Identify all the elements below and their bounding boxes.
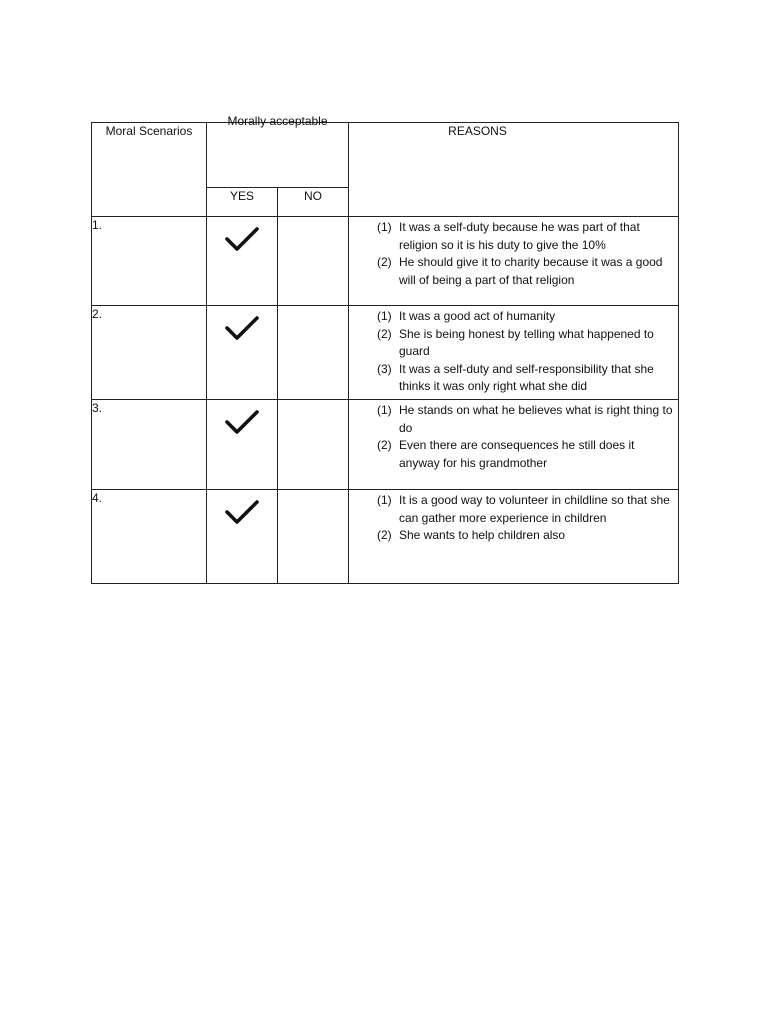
- yes-cell: [207, 306, 278, 400]
- table-row: [92, 400, 679, 490]
- scenario-number: 4.: [92, 490, 207, 584]
- reason-item: [377, 326, 674, 361]
- reason-item: [377, 437, 674, 472]
- reason-item: [377, 308, 674, 326]
- table-row: [92, 306, 679, 400]
- reason-item: [377, 219, 674, 254]
- scenario-number: 3.: [92, 400, 207, 490]
- header-reasons-label: REASONS: [448, 124, 507, 138]
- no-cell: [278, 306, 349, 400]
- reason-text: It was a self-duty and self-responsibility that she thinks it was only right what she did: [399, 361, 654, 393]
- reason-marker: (2): [377, 326, 392, 341]
- header-row: [92, 123, 679, 188]
- reason-marker: (1): [377, 493, 392, 507]
- header-yes: YES: [207, 188, 278, 217]
- reasons-list: [349, 490, 678, 545]
- table-row: [92, 217, 679, 306]
- header-morally-acceptable: [207, 114, 349, 188]
- yes-cell: [207, 217, 278, 306]
- reason-item: [377, 254, 674, 289]
- moral-scenarios-table: [91, 114, 679, 584]
- reason-text: Even there are consequences he still does it anyway for his grandmother: [399, 438, 635, 470]
- header-no: NO: [278, 188, 349, 217]
- no-cell: [278, 217, 349, 306]
- reason-text: She is being honest by telling what happened to guard: [399, 326, 654, 358]
- yes-cell: [207, 400, 278, 490]
- reason-item: [377, 361, 674, 396]
- reason-text: He should give it to charity because it was a good will of being a part of that religion: [399, 255, 663, 287]
- reasons-cell: [349, 217, 679, 306]
- reason-marker: (1): [377, 309, 392, 323]
- reason-item: [377, 527, 674, 545]
- checkmark-icon: [224, 225, 260, 253]
- checkmark-icon: [224, 408, 260, 436]
- scenario-number: 2.: [92, 306, 207, 400]
- reasons-cell: [349, 400, 679, 490]
- reason-marker: (2): [377, 528, 392, 542]
- reason-marker: (2): [377, 255, 392, 269]
- reason-marker: (1): [377, 220, 392, 234]
- reason-item: [377, 492, 674, 527]
- reason-text: She wants to help children also: [399, 528, 566, 542]
- table-row: [92, 490, 679, 584]
- reason-text: It was a self-duty because he was part of that religion so it is his duty to give the 10%: [399, 220, 640, 252]
- header-morally-acceptable-label: Morally acceptable: [227, 114, 328, 128]
- checkmark-icon: [224, 314, 260, 342]
- reason-text: He stands on what he believes what is right thing to do: [399, 403, 673, 435]
- reasons-list: [349, 306, 678, 396]
- reason-marker: (2): [377, 438, 392, 452]
- yes-cell: [207, 490, 278, 584]
- reason-marker: (3): [377, 361, 392, 376]
- reason-marker: (1): [377, 403, 392, 417]
- scenario-number: 1.: [92, 217, 207, 306]
- reasons-cell: [349, 306, 679, 400]
- reason-text: It was a good act of humanity: [399, 309, 556, 323]
- no-cell: [278, 400, 349, 490]
- reason-text: It is a good way to volunteer in childline so that she can gather more experience in children: [399, 493, 670, 525]
- reasons-list: [349, 217, 678, 289]
- no-cell: [278, 490, 349, 584]
- reasons-list: [349, 400, 678, 472]
- reasons-cell: [349, 490, 679, 584]
- header-reasons: [349, 123, 679, 217]
- reason-item: [377, 402, 674, 437]
- checkmark-icon: [224, 498, 260, 526]
- header-moral-scenarios: Moral Scenarios: [92, 123, 207, 217]
